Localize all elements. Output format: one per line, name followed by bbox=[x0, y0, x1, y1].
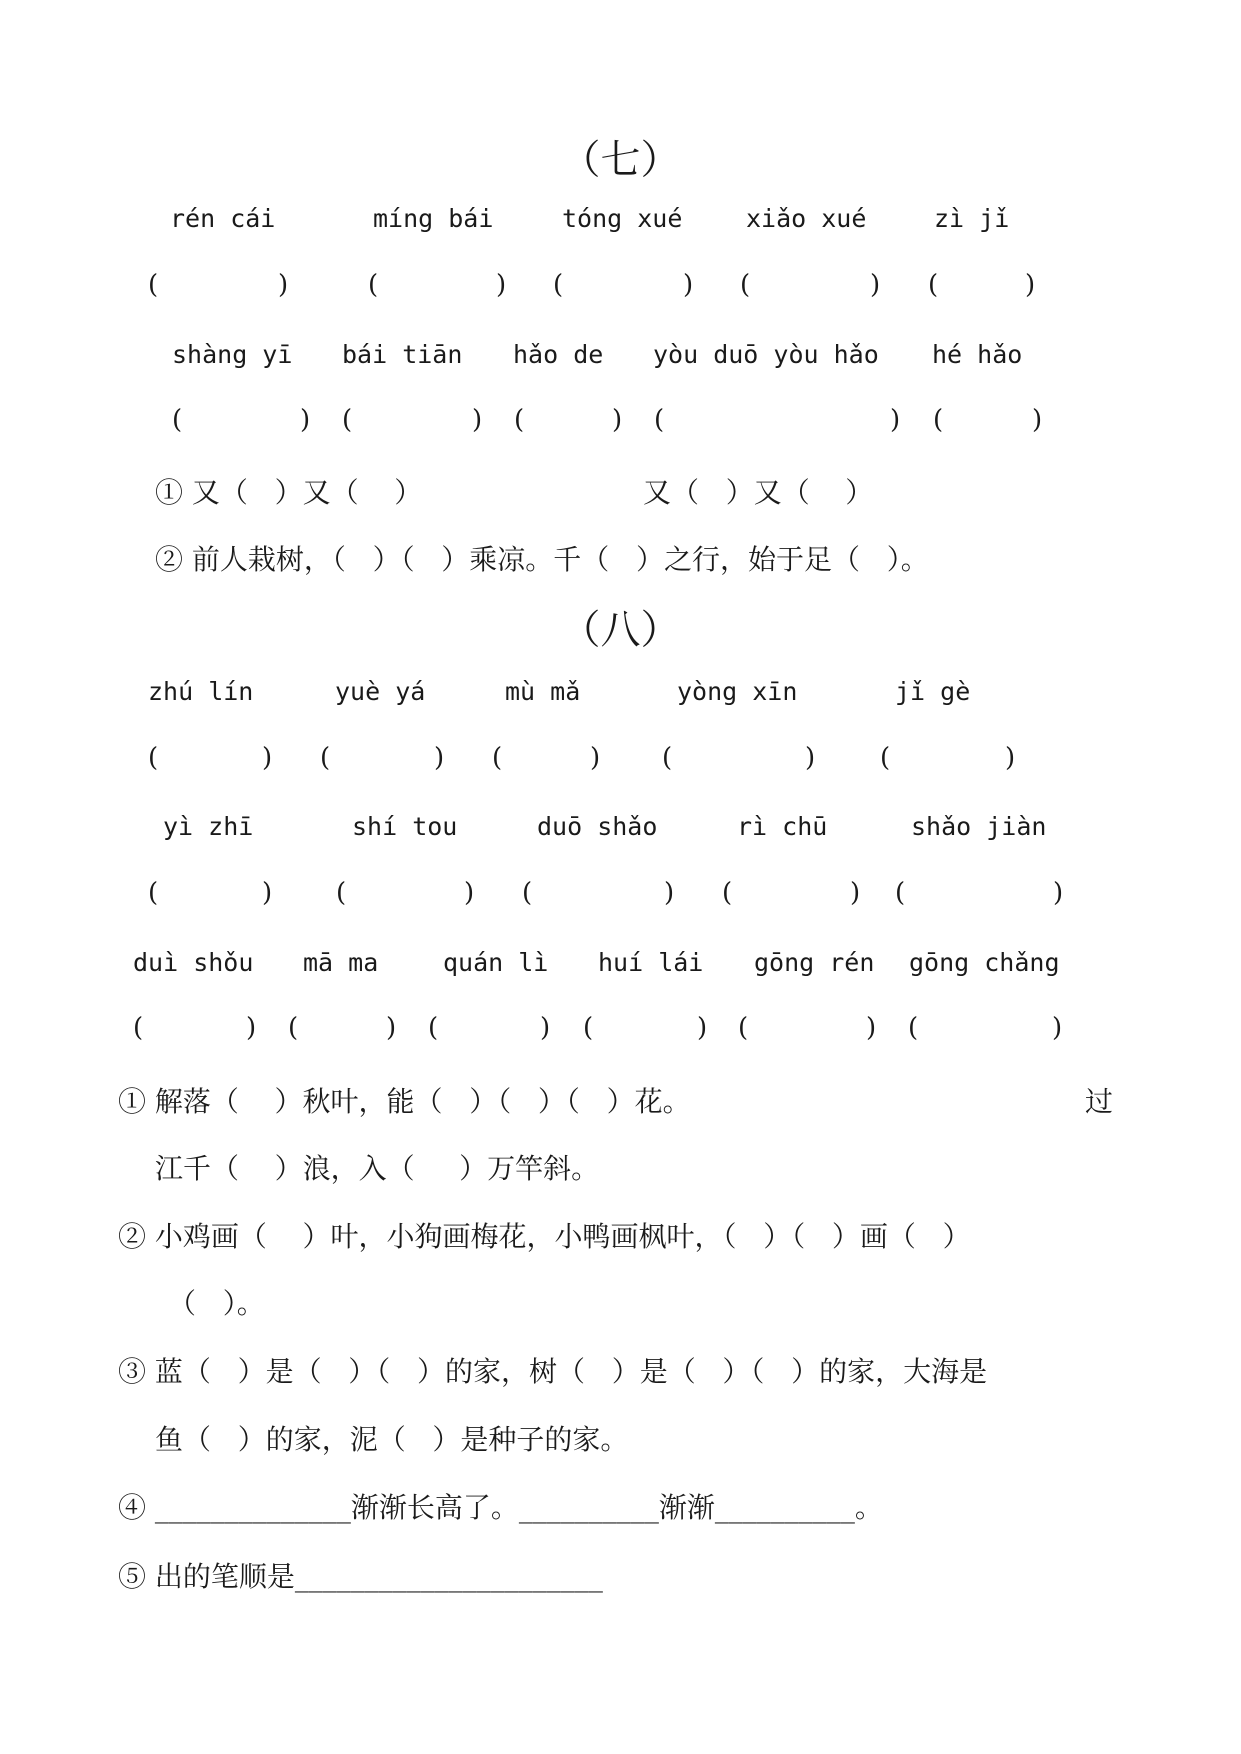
pinyin-item: jǐ gè bbox=[895, 677, 971, 706]
answer-close-paren: ) bbox=[866, 1013, 877, 1043]
answer-close-paren: ) bbox=[850, 878, 861, 908]
answer-open-paren: ( bbox=[133, 1013, 144, 1043]
section-8-title: （八） bbox=[560, 607, 681, 653]
pinyin-item: gōng chǎng bbox=[909, 948, 1060, 977]
pinyin-item: bái tiān bbox=[342, 340, 463, 369]
answer-open-paren: ( bbox=[148, 270, 159, 300]
section-8-question-1a: ① 解落（ ）秋叶，能（ ）（ ）（ ）花。 bbox=[118, 1085, 691, 1118]
section-8-answer-row-1 bbox=[0, 743, 1241, 787]
answer-close-paren: ) bbox=[683, 270, 694, 300]
answer-close-paren: ) bbox=[590, 743, 601, 773]
answer-close-paren: ) bbox=[1053, 878, 1064, 908]
pinyin-item: yòng xīn bbox=[677, 677, 798, 706]
pinyin-item: yòu duō yòu hǎo bbox=[653, 340, 879, 369]
pinyin-item: mā ma bbox=[303, 948, 379, 977]
pinyin-item: shàng yī bbox=[172, 340, 293, 369]
answer-close-paren: ) bbox=[870, 270, 881, 300]
answer-close-paren: ) bbox=[464, 878, 475, 908]
pinyin-item: rén cái bbox=[170, 204, 276, 233]
pinyin-item: duì shǒu bbox=[133, 948, 254, 977]
answer-open-paren: ( bbox=[553, 270, 564, 300]
answer-close-paren: ) bbox=[434, 743, 445, 773]
section-7-question-1b: 又（ ）又（ ） bbox=[643, 476, 874, 509]
answer-open-paren: ( bbox=[492, 743, 503, 773]
section-8-pinyin-row-2 bbox=[0, 812, 1241, 856]
pinyin-item: xiǎo xué bbox=[746, 204, 867, 233]
pinyin-item: hǎo de bbox=[513, 340, 604, 369]
pinyin-item: quán lì bbox=[443, 948, 549, 977]
section-7-question-1a: ① 又（ ）又（ ） bbox=[155, 476, 423, 509]
answer-close-paren: ) bbox=[386, 1013, 397, 1043]
answer-close-paren: ) bbox=[697, 1013, 708, 1043]
section-8-question-3b: 鱼（ ）的家，泥（ ）是种子的家。 bbox=[155, 1423, 629, 1456]
answer-open-paren: ( bbox=[320, 743, 331, 773]
pinyin-item: yuè yá bbox=[335, 677, 426, 706]
answer-open-paren: ( bbox=[928, 270, 939, 300]
answer-open-paren: ( bbox=[172, 405, 183, 435]
pinyin-item: duō shǎo bbox=[537, 812, 658, 841]
pinyin-item: gōng rén bbox=[754, 948, 875, 977]
pinyin-item: shǎo jiàn bbox=[911, 812, 1047, 841]
section-8-question-3a: ③ 蓝（ ）是（ ）（ ）的家，树（ ）是（ ）（ ）的家，大海是 bbox=[118, 1355, 988, 1388]
answer-open-paren: ( bbox=[933, 405, 944, 435]
pinyin-item: huí lái bbox=[598, 948, 704, 977]
answer-close-paren: ) bbox=[300, 405, 311, 435]
answer-close-paren: ) bbox=[246, 1013, 257, 1043]
answer-close-paren: ) bbox=[1005, 743, 1016, 773]
section-8-pinyin-row-3 bbox=[0, 948, 1241, 992]
section-8-pinyin-row-1 bbox=[0, 677, 1241, 721]
answer-open-paren: ( bbox=[522, 878, 533, 908]
answer-open-paren: ( bbox=[342, 405, 353, 435]
answer-open-paren: ( bbox=[880, 743, 891, 773]
section-8-question-2b: （ ）。 bbox=[168, 1287, 265, 1320]
answer-close-paren: ) bbox=[540, 1013, 551, 1043]
pinyin-item: rì chū bbox=[737, 812, 828, 841]
answer-open-paren: ( bbox=[662, 743, 673, 773]
answer-open-paren: ( bbox=[654, 405, 665, 435]
answer-open-paren: ( bbox=[740, 270, 751, 300]
pinyin-item: zhú lín bbox=[148, 677, 254, 706]
answer-close-paren: ) bbox=[664, 878, 675, 908]
section-8-question-1c: 江千（ ）浪，入（ ）万竿斜。 bbox=[155, 1152, 600, 1185]
answer-open-paren: ( bbox=[368, 270, 379, 300]
answer-close-paren: ) bbox=[612, 405, 623, 435]
answer-close-paren: ) bbox=[278, 270, 289, 300]
section-7-answer-row-2 bbox=[0, 405, 1241, 449]
pinyin-item: shí tou bbox=[352, 812, 458, 841]
answer-open-paren: ( bbox=[908, 1013, 919, 1043]
answer-open-paren: ( bbox=[288, 1013, 299, 1043]
section-7-answer-row-1 bbox=[0, 270, 1241, 314]
section-7-question-2: ② 前人栽树，（ ）（ ）乘凉。千（ ）之行，始于足（ ）。 bbox=[155, 543, 929, 576]
answer-close-paren: ) bbox=[472, 405, 483, 435]
section-7-title: （七） bbox=[560, 137, 681, 183]
section-7-pinyin-row-2 bbox=[0, 340, 1241, 384]
answer-close-paren: ) bbox=[1052, 1013, 1063, 1043]
section-8-question-1b: 过 bbox=[1085, 1085, 1114, 1118]
answer-open-paren: ( bbox=[895, 878, 906, 908]
section-8-question-4: ④ ______________渐渐长高了。__________渐渐__________。 bbox=[118, 1491, 883, 1524]
answer-open-paren: ( bbox=[336, 878, 347, 908]
answer-open-paren: ( bbox=[148, 743, 159, 773]
answer-close-paren: ) bbox=[496, 270, 507, 300]
pinyin-item: yì zhī bbox=[163, 812, 254, 841]
pinyin-item: hé hǎo bbox=[932, 340, 1023, 369]
pinyin-item: míng bái bbox=[373, 204, 494, 233]
answer-open-paren: ( bbox=[583, 1013, 594, 1043]
pinyin-item: mù mǎ bbox=[505, 677, 581, 706]
section-8-question-2a: ② 小鸡画（ ）叶，小狗画梅花，小鸭画枫叶，（ ）（ ）画（ ） bbox=[118, 1220, 971, 1253]
pinyin-item: tóng xué bbox=[562, 204, 683, 233]
answer-close-paren: ) bbox=[262, 878, 273, 908]
answer-close-paren: ) bbox=[805, 743, 816, 773]
answer-close-paren: ) bbox=[262, 743, 273, 773]
answer-open-paren: ( bbox=[722, 878, 733, 908]
section-8-answer-row-3 bbox=[0, 1013, 1241, 1057]
section-8-answer-row-2 bbox=[0, 878, 1241, 922]
section-8-question-5: ⑤ 出的笔顺是______________________ bbox=[118, 1560, 603, 1593]
answer-open-paren: ( bbox=[148, 878, 159, 908]
pinyin-item: zì jǐ bbox=[934, 204, 1010, 233]
section-7-pinyin-row-1 bbox=[0, 204, 1241, 248]
answer-close-paren: ) bbox=[890, 405, 901, 435]
answer-open-paren: ( bbox=[514, 405, 525, 435]
answer-close-paren: ) bbox=[1025, 270, 1036, 300]
answer-close-paren: ) bbox=[1032, 405, 1043, 435]
answer-open-paren: ( bbox=[428, 1013, 439, 1043]
answer-open-paren: ( bbox=[738, 1013, 749, 1043]
